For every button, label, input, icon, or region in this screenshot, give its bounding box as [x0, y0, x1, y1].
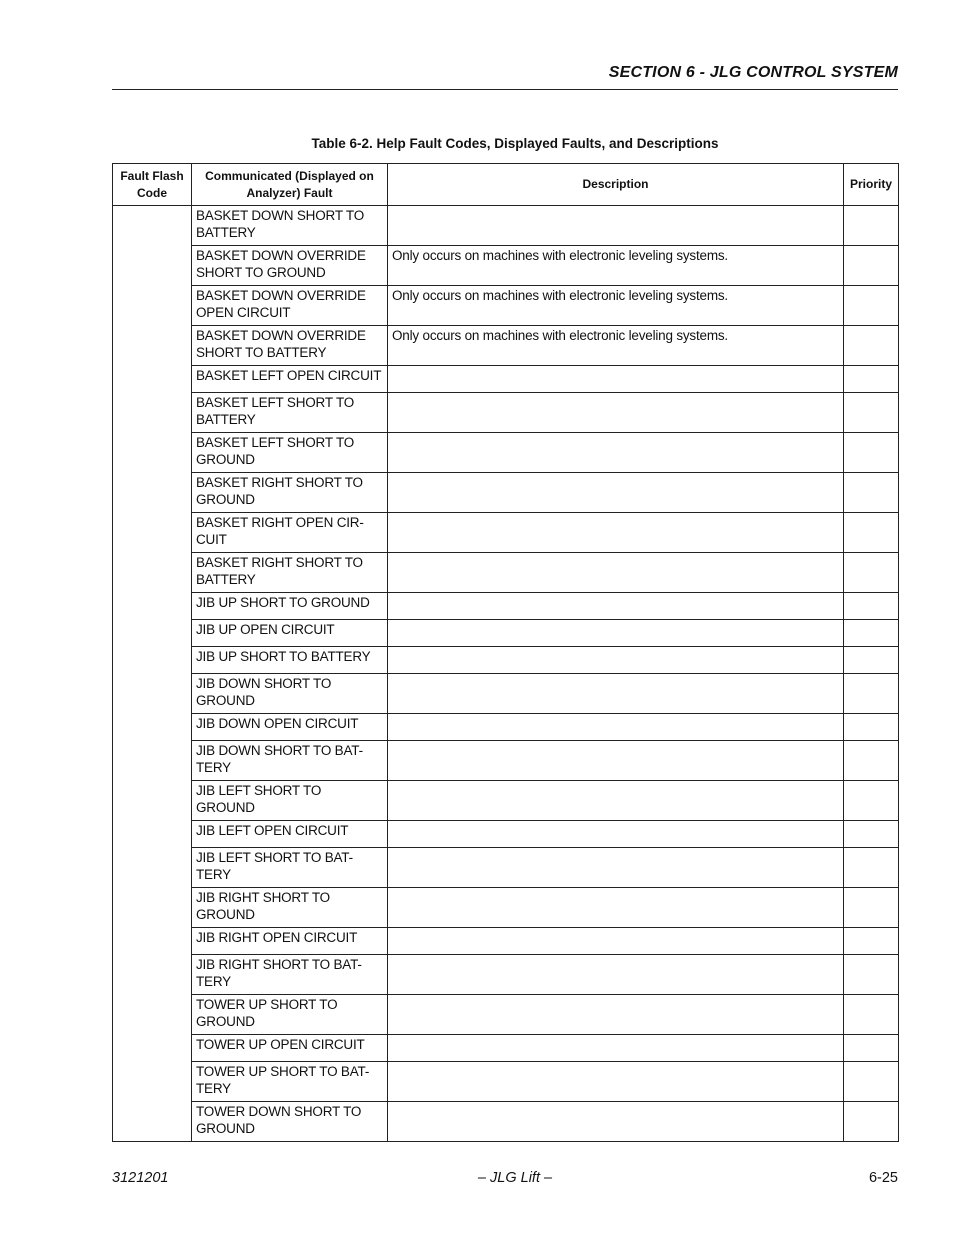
- table-row: [113, 714, 899, 741]
- table-row: [113, 246, 899, 286]
- footer-brand: – JLG Lift –: [477, 1170, 553, 1186]
- table-row: [113, 781, 899, 821]
- priority-cell: [844, 1102, 899, 1142]
- fault-cell: BASKET DOWN OVERRIDE SHORT TO BATTERY: [192, 326, 388, 366]
- fault-codes-table: [112, 163, 899, 1142]
- priority-cell: [844, 1035, 899, 1062]
- fault-cell: JIB LEFT SHORT TO GROUND: [192, 781, 388, 821]
- description-cell: [388, 714, 844, 741]
- priority-cell: [844, 928, 899, 955]
- fault-cell: BASKET DOWN OVERRIDE OPEN CIRCUIT: [192, 286, 388, 326]
- priority-cell: [844, 821, 899, 848]
- fault-cell: BASKET LEFT SHORT TO GROUND: [192, 433, 388, 473]
- table-row: [113, 513, 899, 553]
- table-body: [113, 206, 899, 1142]
- fault-cell: JIB DOWN SHORT TO GROUND: [192, 674, 388, 714]
- table-row: [113, 647, 899, 674]
- description-cell: [388, 513, 844, 553]
- priority-cell: [844, 513, 899, 553]
- description-cell: Only occurs on machines with electronic leveling systems.: [388, 326, 844, 366]
- table-row: [113, 326, 899, 366]
- description-cell: [388, 393, 844, 433]
- fault-cell: JIB RIGHT OPEN CIRCUIT: [192, 928, 388, 955]
- description-cell: [388, 781, 844, 821]
- description-cell: [388, 206, 844, 246]
- description-cell: [388, 1062, 844, 1102]
- table-row: [113, 206, 899, 246]
- table-row: [113, 433, 899, 473]
- table-row: [113, 286, 899, 326]
- priority-cell: [844, 393, 899, 433]
- fault-cell: TOWER UP SHORT TO GROUND: [192, 995, 388, 1035]
- priority-cell: [844, 433, 899, 473]
- table-row: [113, 995, 899, 1035]
- table-row: [113, 1062, 899, 1102]
- description-cell: [388, 955, 844, 995]
- priority-cell: [844, 206, 899, 246]
- header-rule: [112, 89, 898, 90]
- priority-cell: [844, 647, 899, 674]
- document-number: 3121201: [112, 1170, 169, 1186]
- fault-cell: BASKET LEFT OPEN CIRCUIT: [192, 366, 388, 393]
- description-cell: [388, 366, 844, 393]
- table-row: [113, 741, 899, 781]
- table-row: [113, 848, 899, 888]
- table-row: [113, 393, 899, 433]
- priority-cell: [844, 326, 899, 366]
- fault-cell: JIB UP OPEN CIRCUIT: [192, 620, 388, 647]
- fault-cell: JIB UP SHORT TO BATTERY: [192, 647, 388, 674]
- description-cell: [388, 928, 844, 955]
- table-row: [113, 366, 899, 393]
- table-row: [113, 674, 899, 714]
- table-title: Table 6-2. Help Fault Codes, Displayed Faults, and Descriptions: [311, 136, 719, 151]
- priority-cell: [844, 781, 899, 821]
- fault-cell: JIB DOWN SHORT TO BAT-TERY: [192, 741, 388, 781]
- fault-cell: BASKET RIGHT SHORT TO BATTERY: [192, 553, 388, 593]
- section-header: SECTION 6 - JLG CONTROL SYSTEM: [608, 64, 898, 81]
- table-row: [113, 473, 899, 513]
- description-cell: [388, 553, 844, 593]
- column-header-priority: Priority: [844, 164, 899, 206]
- description-cell: [388, 741, 844, 781]
- description-cell: Only occurs on machines with electronic leveling systems.: [388, 246, 844, 286]
- table-row: [113, 593, 899, 620]
- description-cell: Only occurs on machines with electronic leveling systems.: [388, 286, 844, 326]
- table-row: [113, 928, 899, 955]
- table-row: [113, 553, 899, 593]
- table-row: [113, 1102, 899, 1142]
- column-header-communicated-fault: Communicated (Displayed on Analyzer) Fault: [192, 164, 388, 206]
- fault-cell: JIB DOWN OPEN CIRCUIT: [192, 714, 388, 741]
- description-cell: [388, 1102, 844, 1142]
- priority-cell: [844, 246, 899, 286]
- fault-cell: JIB UP SHORT TO GROUND: [192, 593, 388, 620]
- fault-flash-code-cell: [113, 206, 192, 1142]
- fault-cell: BASKET RIGHT SHORT TO GROUND: [192, 473, 388, 513]
- fault-cell: TOWER UP OPEN CIRCUIT: [192, 1035, 388, 1062]
- priority-cell: [844, 995, 899, 1035]
- priority-cell: [844, 848, 899, 888]
- table-row: [113, 955, 899, 995]
- description-cell: [388, 433, 844, 473]
- table-header-row: [113, 164, 899, 206]
- description-cell: [388, 647, 844, 674]
- table-row: [113, 620, 899, 647]
- fault-cell: BASKET RIGHT OPEN CIR-CUIT: [192, 513, 388, 553]
- priority-cell: [844, 888, 899, 928]
- priority-cell: [844, 714, 899, 741]
- priority-cell: [844, 286, 899, 326]
- priority-cell: [844, 1062, 899, 1102]
- column-header-description: Description: [388, 164, 844, 206]
- table-row: [113, 888, 899, 928]
- table-row: [113, 1035, 899, 1062]
- fault-cell: BASKET DOWN SHORT TO BATTERY: [192, 206, 388, 246]
- priority-cell: [844, 553, 899, 593]
- fault-cell: JIB LEFT SHORT TO BAT-TERY: [192, 848, 388, 888]
- description-cell: [388, 995, 844, 1035]
- priority-cell: [844, 674, 899, 714]
- description-cell: [388, 620, 844, 647]
- fault-cell: BASKET LEFT SHORT TO BATTERY: [192, 393, 388, 433]
- description-cell: [388, 674, 844, 714]
- priority-cell: [844, 366, 899, 393]
- page-number: 6-25: [868, 1170, 898, 1186]
- fault-cell: JIB RIGHT SHORT TO BAT-TERY: [192, 955, 388, 995]
- column-header-fault-flash-code: Fault Flash Code: [113, 164, 192, 206]
- priority-cell: [844, 473, 899, 513]
- fault-cell: TOWER DOWN SHORT TO GROUND: [192, 1102, 388, 1142]
- description-cell: [388, 888, 844, 928]
- fault-cell: JIB RIGHT SHORT TO GROUND: [192, 888, 388, 928]
- fault-cell: BASKET DOWN OVERRIDE SHORT TO GROUND: [192, 246, 388, 286]
- description-cell: [388, 473, 844, 513]
- description-cell: [388, 1035, 844, 1062]
- priority-cell: [844, 741, 899, 781]
- priority-cell: [844, 593, 899, 620]
- description-cell: [388, 593, 844, 620]
- priority-cell: [844, 955, 899, 995]
- description-cell: [388, 821, 844, 848]
- description-cell: [388, 848, 844, 888]
- fault-cell: JIB LEFT OPEN CIRCUIT: [192, 821, 388, 848]
- table-row: [113, 821, 899, 848]
- priority-cell: [844, 620, 899, 647]
- fault-cell: TOWER UP SHORT TO BAT-TERY: [192, 1062, 388, 1102]
